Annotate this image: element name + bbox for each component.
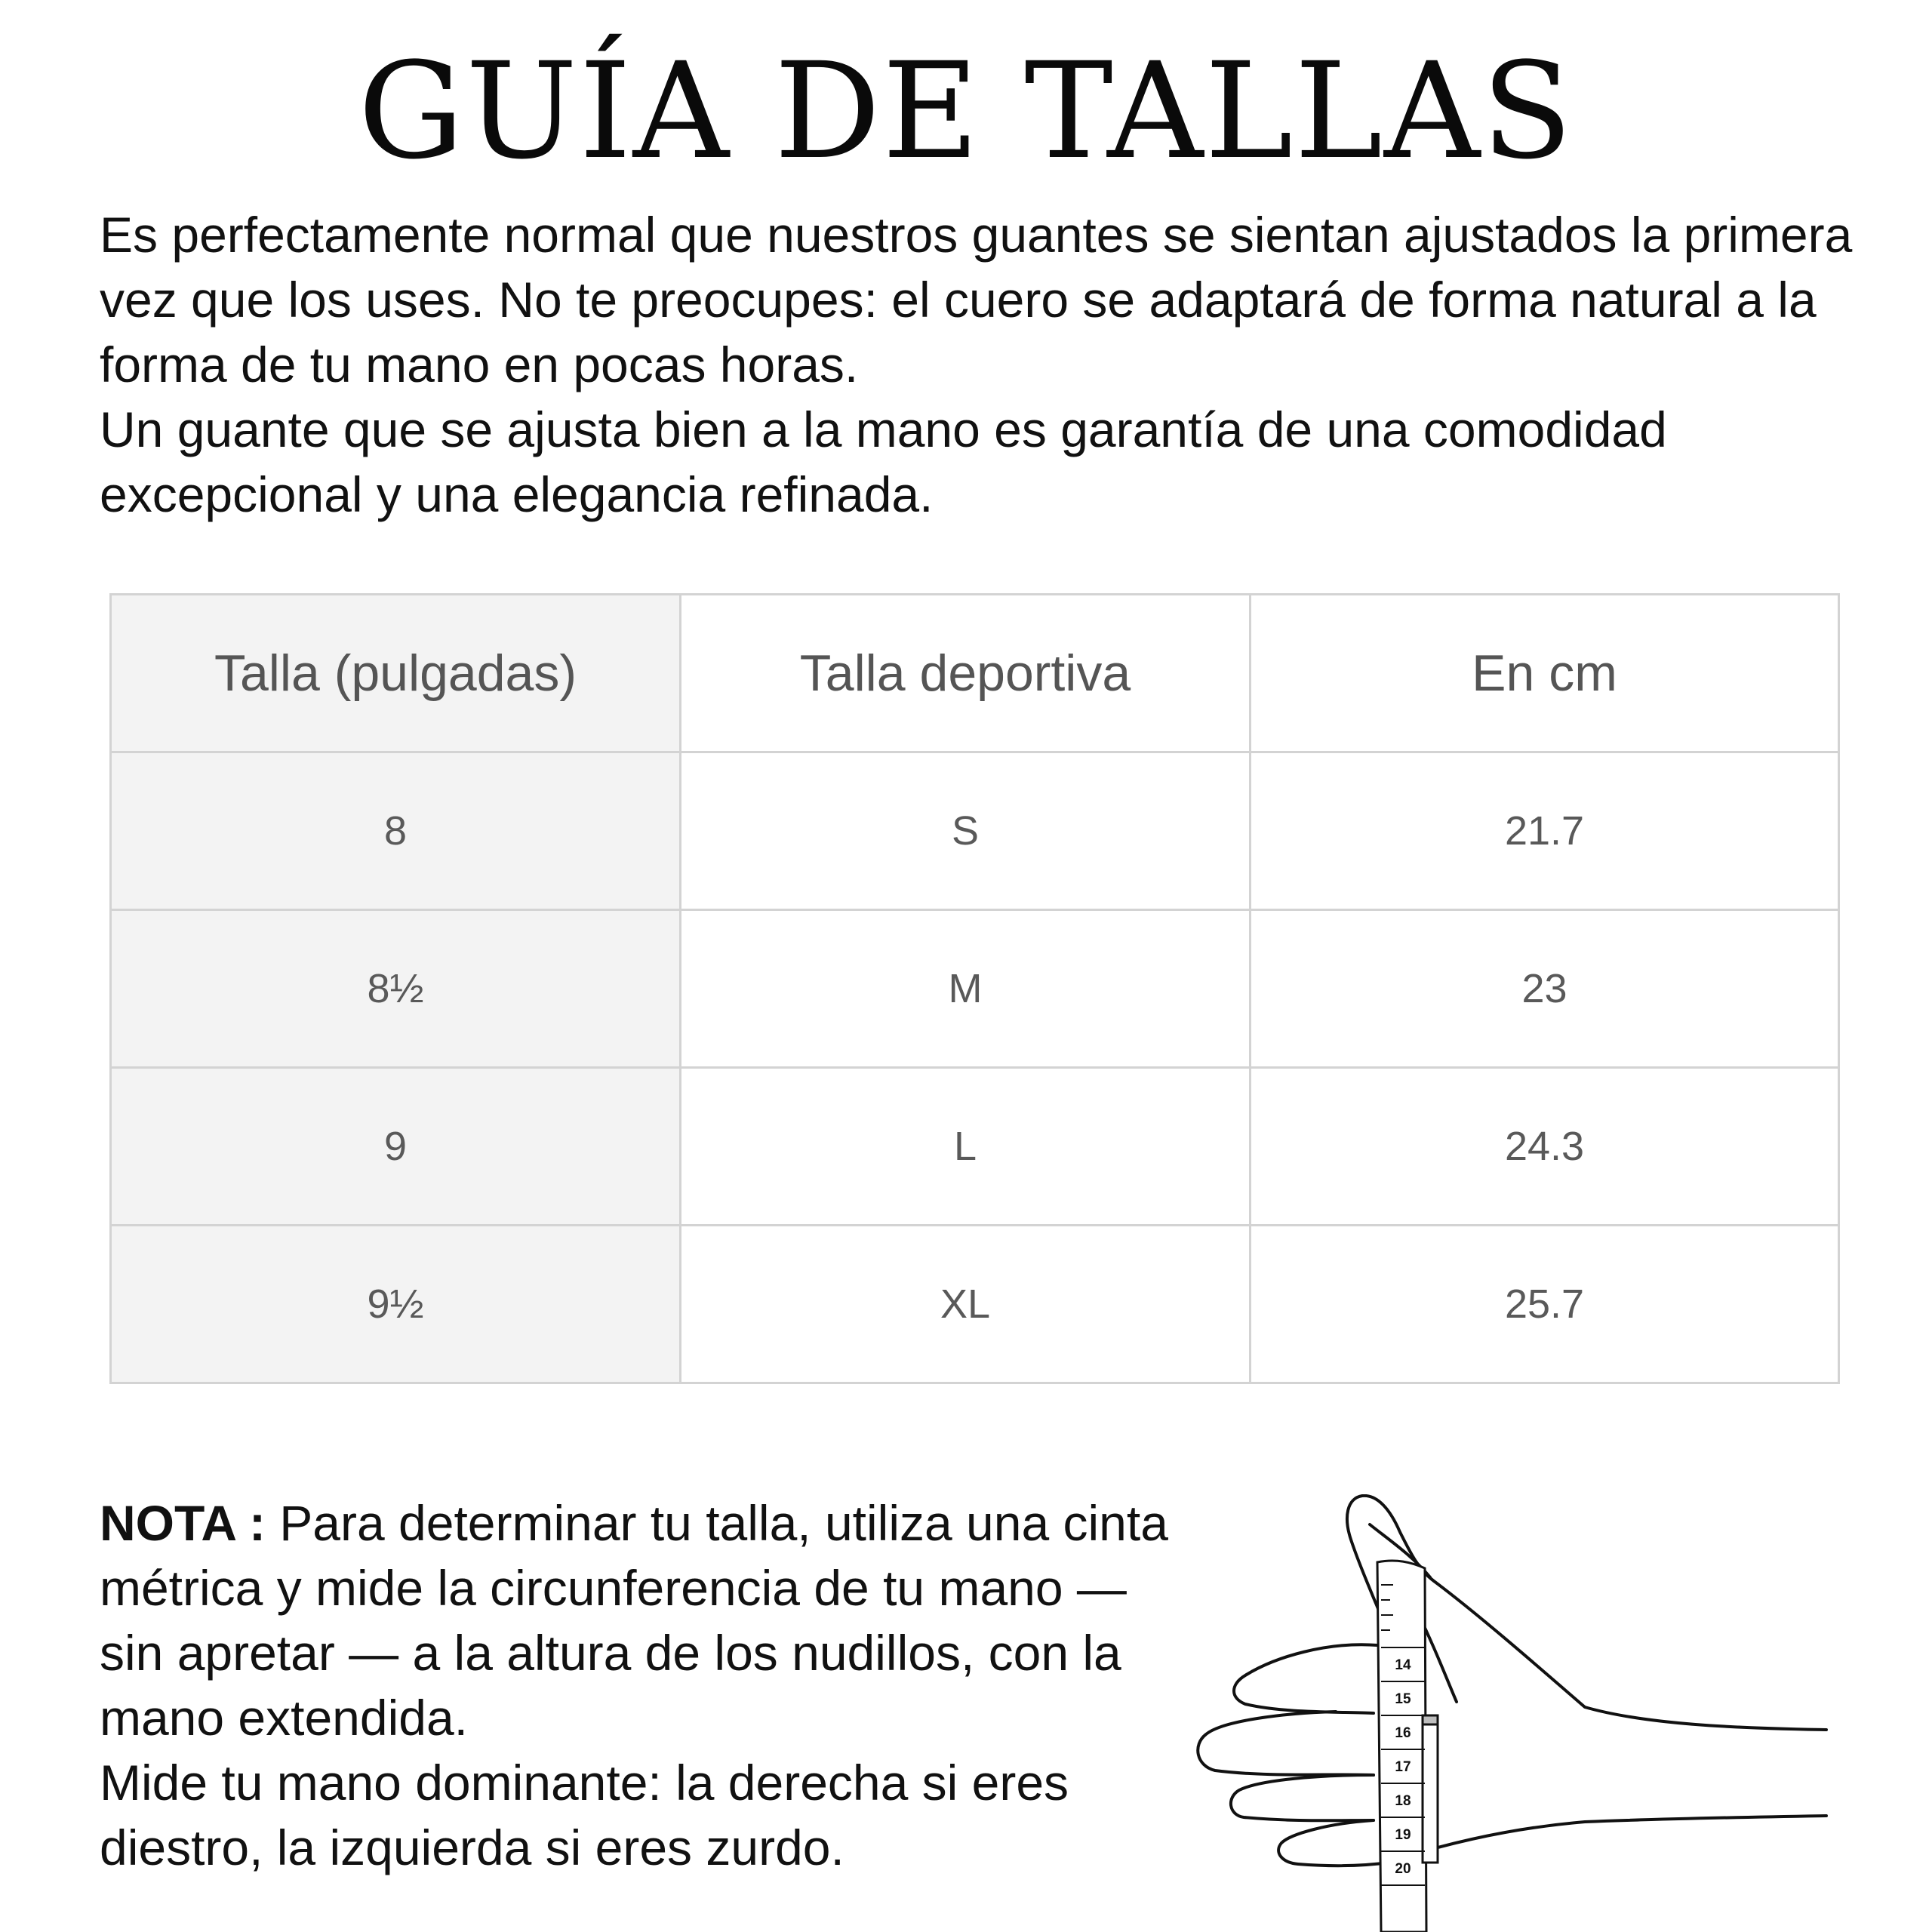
size-table bbox=[109, 593, 1840, 1384]
table-cell-sport-size: L bbox=[681, 1068, 1251, 1226]
note-text bbox=[100, 1491, 1171, 1880]
table-cell-inches: 9½ bbox=[111, 1226, 681, 1383]
tape-mark: 16 bbox=[1395, 1725, 1411, 1741]
table-row bbox=[111, 1068, 1839, 1226]
intro-text bbox=[100, 202, 1858, 527]
table-header-row bbox=[111, 595, 1839, 752]
table-cell-cm: 24.3 bbox=[1251, 1068, 1839, 1226]
finger-3 bbox=[1231, 1775, 1374, 1820]
table-cell-sport-size: S bbox=[681, 752, 1251, 910]
tape-mark: 18 bbox=[1395, 1793, 1411, 1809]
table-header-cm: En cm bbox=[1251, 595, 1839, 752]
tape-mark: 14 bbox=[1395, 1657, 1411, 1673]
table-cell-cm: 25.7 bbox=[1251, 1226, 1839, 1383]
table-cell-inches: 9 bbox=[111, 1068, 681, 1226]
finger-2 bbox=[1198, 1712, 1374, 1775]
intro-paragraph-1: Es perfectamente normal que nuestros guantes se sientan ajustados la primera vez que los uses. No te preocupes: el cuero se adaptará de forma natural a la forma de tu mano en pocas horas. bbox=[100, 207, 1853, 392]
page-title: GUÍA DE TALLAS bbox=[358, 34, 1574, 189]
table-row bbox=[111, 1226, 1839, 1383]
finger-4 bbox=[1278, 1820, 1389, 1866]
finger-1 bbox=[1234, 1644, 1377, 1713]
tape-mark: 19 bbox=[1395, 1827, 1411, 1843]
wrist-outline bbox=[1419, 1816, 1826, 1853]
note-label: NOTA : bbox=[100, 1495, 266, 1551]
intro-paragraph-2: Un guante que se ajusta bien a la mano es garantía de una comodidad excepcional y una elegancia refinada. bbox=[100, 401, 1667, 522]
table-cell-sport-size: M bbox=[681, 910, 1251, 1068]
note-paragraph-2: Mide tu mano dominante: la derecha si eres diestro, la izquierda si eres zurdo. bbox=[100, 1755, 1069, 1875]
tape-mark: 20 bbox=[1395, 1861, 1411, 1877]
table-cell-sport-size: XL bbox=[681, 1226, 1251, 1383]
table-row bbox=[111, 910, 1839, 1068]
note-paragraph-1 bbox=[100, 1491, 1171, 1750]
note-text-1: Para determinar tu talla, utiliza una cinta métrica y mide la circunferencia de tu mano — sin apretar — a la altura de los nudillos, con la mano extendida. bbox=[100, 1495, 1168, 1746]
table-cell-inches: 8 bbox=[111, 752, 681, 910]
table-header-inches: Talla (pulgadas) bbox=[111, 595, 681, 752]
table-cell-cm: 23 bbox=[1251, 910, 1839, 1068]
table-header-sport-size: Talla deportiva bbox=[681, 595, 1251, 752]
table-cell-cm: 21.7 bbox=[1251, 752, 1839, 910]
table-cell-inches: 8½ bbox=[111, 910, 681, 1068]
table-row bbox=[111, 752, 1839, 910]
tape-mark: 17 bbox=[1395, 1759, 1411, 1775]
hand-measuring-illustration bbox=[1192, 1494, 1857, 1932]
tape-mark: 15 bbox=[1395, 1691, 1411, 1707]
